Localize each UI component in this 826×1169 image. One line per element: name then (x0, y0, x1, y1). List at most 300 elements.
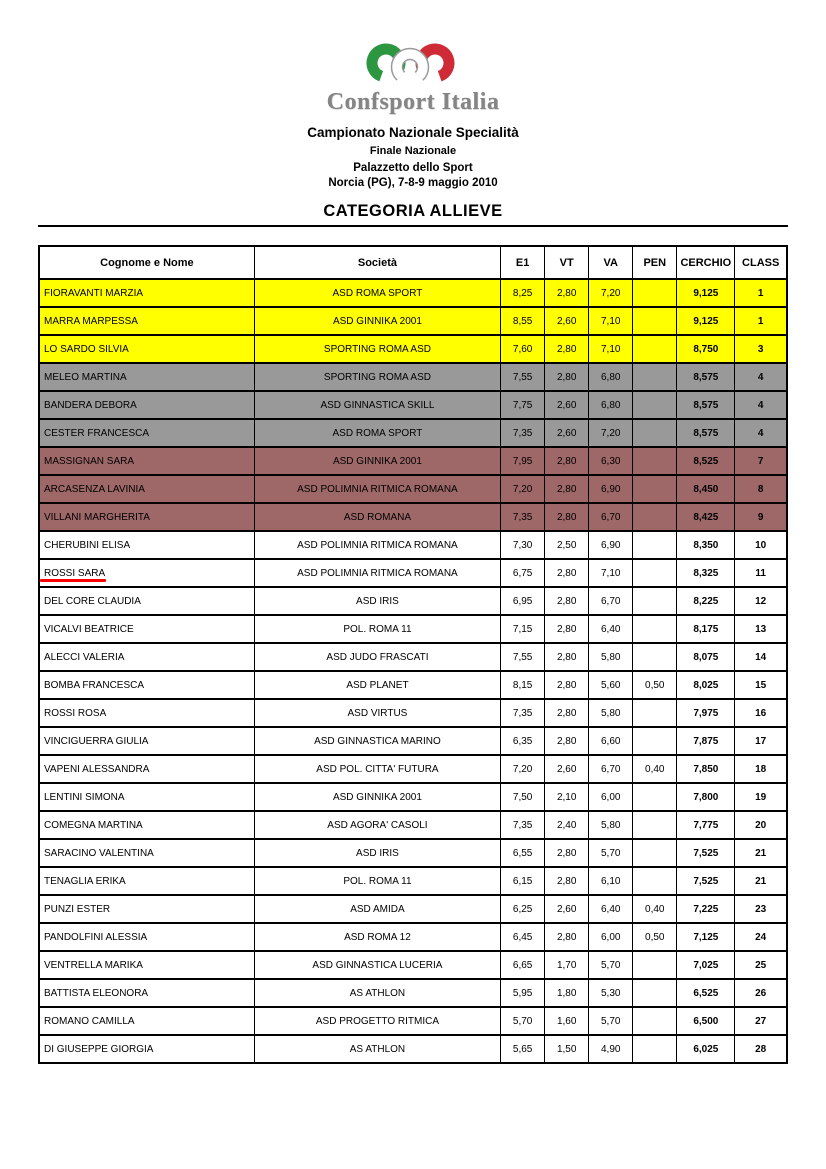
category-title-bar (38, 202, 788, 227)
athlete-name-cell (39, 811, 254, 839)
vt-cell: 2,80 (545, 447, 589, 475)
va-cell: 6,70 (589, 587, 633, 615)
athlete-name: MASSIGNAN SARA (44, 455, 135, 467)
cerchio-score-cell: 8,750 (677, 335, 735, 363)
class-rank-cell: 14 (735, 643, 787, 671)
pen-cell (633, 587, 677, 615)
table-row (39, 699, 787, 727)
vt-cell: 2,60 (545, 419, 589, 447)
va-cell: 5,60 (589, 671, 633, 699)
header-cerchio: CERCHIO (677, 246, 735, 279)
class-rank-cell: 8 (735, 475, 787, 503)
vt-cell: 2,80 (545, 503, 589, 531)
club-cell: ASD POLIMNIA RITMICA ROMANA (254, 475, 500, 503)
va-cell: 6,30 (589, 447, 633, 475)
pen-cell (633, 531, 677, 559)
athlete-name-cell (39, 363, 254, 391)
class-rank-cell: 21 (735, 839, 787, 867)
athlete-name-cell (39, 419, 254, 447)
results-table (38, 245, 788, 1064)
athlete-name-cell (39, 643, 254, 671)
pen-cell (633, 447, 677, 475)
club-cell: ASD AMIDA (254, 895, 500, 923)
vt-cell: 1,80 (545, 979, 589, 1007)
table-row (39, 783, 787, 811)
table-row (39, 363, 787, 391)
class-rank-cell: 21 (735, 867, 787, 895)
pen-cell (633, 559, 677, 587)
va-cell: 7,20 (589, 419, 633, 447)
athlete-name: SARACINO VALENTINA (44, 847, 154, 859)
cerchio-score-cell: 7,875 (677, 727, 735, 755)
club-cell: ASD ROMANA (254, 503, 500, 531)
header-cognome-e-nome: Cognome e Nome (39, 246, 254, 279)
club-cell: ASD IRIS (254, 587, 500, 615)
va-cell: 6,90 (589, 531, 633, 559)
pen-cell (633, 811, 677, 839)
va-cell: 6,00 (589, 923, 633, 951)
table-row (39, 335, 787, 363)
cerchio-score-cell: 6,025 (677, 1035, 735, 1063)
table-row (39, 531, 787, 559)
header-e1: E1 (501, 246, 545, 279)
cerchio-score-cell: 7,525 (677, 839, 735, 867)
vt-cell: 1,50 (545, 1035, 589, 1063)
club-cell: ASD PLANET (254, 671, 500, 699)
e1-cell: 5,70 (501, 1007, 545, 1035)
location-date-line: Norcia (PG), 7-8-9 maggio 2010 (328, 177, 498, 189)
athlete-name-cell (39, 783, 254, 811)
e1-cell: 7,75 (501, 391, 545, 419)
club-cell: ASD GINNIKA 2001 (254, 307, 500, 335)
athlete-name: COMEGNA MARTINA (44, 819, 143, 831)
athlete-name: BOMBA FRANCESCA (44, 679, 145, 691)
class-rank-cell: 23 (735, 895, 787, 923)
club-cell: ASD ROMA 12 (254, 923, 500, 951)
vt-cell: 2,80 (545, 643, 589, 671)
pen-cell: 0,50 (633, 923, 677, 951)
club-cell: ASD JUDO FRASCATI (254, 643, 500, 671)
table-row (39, 391, 787, 419)
vt-cell: 2,80 (545, 727, 589, 755)
athlete-name-cell (39, 391, 254, 419)
club-cell: ASD GINNIKA 2001 (254, 447, 500, 475)
athlete-name: DEL CORE CLAUDIA (44, 595, 141, 607)
pen-cell (633, 475, 677, 503)
pen-cell (633, 391, 677, 419)
va-cell: 7,10 (589, 559, 633, 587)
club-cell: ASD IRIS (254, 839, 500, 867)
table-row (39, 923, 787, 951)
cerchio-score-cell: 7,975 (677, 699, 735, 727)
athlete-name-cell (39, 867, 254, 895)
table-row (39, 503, 787, 531)
results-table-header (39, 246, 787, 279)
e1-cell: 7,95 (501, 447, 545, 475)
category-title: CATEGORIA ALLIEVE (323, 202, 503, 220)
athlete-name-cell (39, 699, 254, 727)
athlete-name: ROSSI ROSA (44, 707, 107, 719)
e1-cell: 6,45 (501, 923, 545, 951)
club-cell: POL. ROMA 11 (254, 867, 500, 895)
pen-cell (633, 867, 677, 895)
e1-cell: 6,65 (501, 951, 545, 979)
pen-cell (633, 783, 677, 811)
athlete-name: VINCIGUERRA GIULIA (44, 735, 149, 747)
va-cell: 5,30 (589, 979, 633, 1007)
e1-cell: 6,35 (501, 727, 545, 755)
athlete-name: VENTRELLA MARIKA (44, 959, 143, 971)
club-cell: SPORTING ROMA ASD (254, 363, 500, 391)
table-row (39, 1007, 787, 1035)
vt-cell: 1,60 (545, 1007, 589, 1035)
athlete-name: LENTINI SIMONA (44, 791, 125, 803)
class-rank-cell: 24 (735, 923, 787, 951)
vt-cell: 2,80 (545, 699, 589, 727)
athlete-name: MARRA MARPESSA (44, 315, 138, 327)
athlete-name: VILLANI MARGHERITA (44, 511, 150, 523)
vt-cell: 2,80 (545, 279, 589, 307)
cerchio-score-cell: 7,850 (677, 755, 735, 783)
va-cell: 4,90 (589, 1035, 633, 1063)
va-cell: 6,70 (589, 755, 633, 783)
vt-cell: 2,80 (545, 867, 589, 895)
athlete-name-cell (39, 951, 254, 979)
cerchio-score-cell: 8,350 (677, 531, 735, 559)
athlete-name: PUNZI ESTER (44, 903, 111, 915)
cerchio-score-cell: 8,525 (677, 447, 735, 475)
e1-cell: 7,20 (501, 475, 545, 503)
cerchio-score-cell: 8,450 (677, 475, 735, 503)
vt-cell: 2,40 (545, 811, 589, 839)
cerchio-score-cell: 8,575 (677, 363, 735, 391)
class-rank-cell: 4 (735, 419, 787, 447)
document-header (0, 125, 826, 189)
e1-cell: 6,15 (501, 867, 545, 895)
cerchio-score-cell: 7,025 (677, 951, 735, 979)
header-row (39, 246, 787, 279)
club-cell: ASD VIRTUS (254, 699, 500, 727)
cerchio-score-cell: 7,800 (677, 783, 735, 811)
athlete-name: BANDERA DEBORA (44, 399, 137, 411)
pen-cell (633, 503, 677, 531)
athlete-name: BATTISTA ELEONORA (44, 987, 149, 999)
table-row (39, 951, 787, 979)
table-row (39, 839, 787, 867)
cerchio-score-cell: 8,425 (677, 503, 735, 531)
cerchio-score-cell: 7,775 (677, 811, 735, 839)
athlete-name-cell (39, 531, 254, 559)
athlete-name-cell (39, 503, 254, 531)
e1-cell: 7,35 (501, 503, 545, 531)
athlete-name-cell (39, 335, 254, 363)
red-underline-annotation (40, 579, 106, 582)
athlete-name: ARCASENZA LAVINIA (44, 483, 145, 495)
e1-cell: 7,35 (501, 811, 545, 839)
championship-title: Campionato Nazionale Specialità (307, 125, 519, 140)
club-cell: ASD POLIMNIA RITMICA ROMANA (254, 531, 500, 559)
va-cell: 5,80 (589, 699, 633, 727)
vt-cell: 2,50 (545, 531, 589, 559)
club-cell: ASD ROMA SPORT (254, 279, 500, 307)
athlete-name-cell (39, 895, 254, 923)
va-cell: 6,40 (589, 895, 633, 923)
table-row (39, 979, 787, 1007)
table-row (39, 867, 787, 895)
vt-cell: 2,10 (545, 783, 589, 811)
club-cell: POL. ROMA 11 (254, 615, 500, 643)
athlete-name: ALECCI VALERIA (44, 651, 125, 663)
pen-cell (633, 615, 677, 643)
pen-cell (633, 951, 677, 979)
athlete-name: ROSSI SARA (44, 567, 106, 579)
pen-cell: 0,40 (633, 755, 677, 783)
athlete-name: TENAGLIA ERIKA (44, 875, 126, 887)
pen-cell (633, 1035, 677, 1063)
pen-cell (633, 839, 677, 867)
athlete-name-cell (39, 615, 254, 643)
e1-cell: 8,25 (501, 279, 545, 307)
table-row (39, 615, 787, 643)
cerchio-score-cell: 7,525 (677, 867, 735, 895)
va-cell: 5,70 (589, 951, 633, 979)
class-rank-cell: 28 (735, 1035, 787, 1063)
vt-cell: 2,60 (545, 755, 589, 783)
pen-cell (633, 363, 677, 391)
athlete-name-cell (39, 979, 254, 1007)
cerchio-score-cell: 9,125 (677, 307, 735, 335)
class-rank-cell: 15 (735, 671, 787, 699)
e1-cell: 7,55 (501, 363, 545, 391)
class-rank-cell: 3 (735, 335, 787, 363)
header-societa: Società (254, 246, 500, 279)
pen-cell: 0,50 (633, 671, 677, 699)
vt-cell: 2,80 (545, 559, 589, 587)
e1-cell: 6,55 (501, 839, 545, 867)
athlete-name-cell (39, 1035, 254, 1063)
athlete-name-cell (39, 755, 254, 783)
table-row (39, 447, 787, 475)
athlete-name: CESTER FRANCESCA (44, 427, 150, 439)
class-rank-cell: 11 (735, 559, 787, 587)
e1-cell: 5,95 (501, 979, 545, 1007)
pen-cell (633, 307, 677, 335)
club-cell: AS ATHLON (254, 979, 500, 1007)
va-cell: 6,40 (589, 615, 633, 643)
club-cell: ASD ROMA SPORT (254, 419, 500, 447)
table-row (39, 895, 787, 923)
class-rank-cell: 7 (735, 447, 787, 475)
class-rank-cell: 1 (735, 279, 787, 307)
club-cell: AS ATHLON (254, 1035, 500, 1063)
header-va: VA (589, 246, 633, 279)
athlete-name-cell (39, 475, 254, 503)
pen-cell (633, 335, 677, 363)
e1-cell: 6,75 (501, 559, 545, 587)
e1-cell: 7,55 (501, 643, 545, 671)
va-cell: 6,90 (589, 475, 633, 503)
va-cell: 6,00 (589, 783, 633, 811)
table-row (39, 811, 787, 839)
va-cell: 6,80 (589, 363, 633, 391)
athlete-name: ROMANO CAMILLA (44, 1015, 135, 1027)
vt-cell: 2,80 (545, 839, 589, 867)
cerchio-score-cell: 9,125 (677, 279, 735, 307)
athlete-name-cell (39, 1007, 254, 1035)
confsport-logo (0, 0, 826, 116)
athlete-name-cell (39, 559, 254, 587)
athlete-name: PANDOLFINI ALESSIA (44, 931, 148, 943)
club-cell: ASD POLIMNIA RITMICA ROMANA (254, 559, 500, 587)
table-row (39, 755, 787, 783)
athlete-name: LO SARDO SILVIA (44, 343, 129, 355)
venue-line: Palazzetto dello Sport (353, 162, 473, 174)
athlete-name-cell (39, 587, 254, 615)
vt-cell: 2,80 (545, 923, 589, 951)
athlete-name: FIORAVANTI MARZIA (44, 287, 144, 299)
athlete-name-cell (39, 279, 254, 307)
cerchio-score-cell: 8,575 (677, 419, 735, 447)
vt-cell: 2,80 (545, 475, 589, 503)
athlete-name: VAPENI ALESSANDRA (44, 763, 150, 775)
vt-cell: 2,80 (545, 335, 589, 363)
athlete-name-cell (39, 839, 254, 867)
cerchio-score-cell: 8,225 (677, 587, 735, 615)
results-table-body (39, 279, 787, 1063)
athlete-name-cell (39, 307, 254, 335)
class-rank-cell: 4 (735, 363, 787, 391)
pen-cell (633, 279, 677, 307)
athlete-name-cell (39, 923, 254, 951)
class-rank-cell: 13 (735, 615, 787, 643)
athlete-name: MELEO MARTINA (44, 371, 127, 383)
class-rank-cell: 10 (735, 531, 787, 559)
table-row (39, 643, 787, 671)
vt-cell: 2,80 (545, 587, 589, 615)
athlete-name: VICALVI BEATRICE (44, 623, 134, 635)
vt-cell: 2,60 (545, 895, 589, 923)
class-rank-cell: 17 (735, 727, 787, 755)
va-cell: 6,60 (589, 727, 633, 755)
va-cell: 6,70 (589, 503, 633, 531)
class-rank-cell: 12 (735, 587, 787, 615)
class-rank-cell: 25 (735, 951, 787, 979)
class-rank-cell: 20 (735, 811, 787, 839)
club-cell: ASD PROGETTO RITMICA (254, 1007, 500, 1035)
table-row (39, 727, 787, 755)
pen-cell (633, 727, 677, 755)
e1-cell: 7,35 (501, 419, 545, 447)
e1-cell: 8,55 (501, 307, 545, 335)
class-rank-cell: 16 (735, 699, 787, 727)
confsport-logo-icon (338, 38, 488, 90)
table-row (39, 475, 787, 503)
club-cell: ASD GINNIKA 2001 (254, 783, 500, 811)
vt-cell: 2,80 (545, 363, 589, 391)
table-row (39, 1035, 787, 1063)
table-row (39, 671, 787, 699)
club-cell: ASD GINNASTICA SKILL (254, 391, 500, 419)
cerchio-score-cell: 6,500 (677, 1007, 735, 1035)
table-row (39, 307, 787, 335)
cerchio-score-cell: 8,025 (677, 671, 735, 699)
cerchio-score-cell: 8,325 (677, 559, 735, 587)
pen-cell (633, 699, 677, 727)
athlete-name: CHERUBINI ELISA (44, 539, 131, 551)
table-row (39, 279, 787, 307)
class-rank-cell: 9 (735, 503, 787, 531)
va-cell: 5,70 (589, 1007, 633, 1035)
club-cell: ASD POL. CITTA' FUTURA (254, 755, 500, 783)
cerchio-score-cell: 8,575 (677, 391, 735, 419)
class-rank-cell: 27 (735, 1007, 787, 1035)
va-cell: 6,80 (589, 391, 633, 419)
class-rank-cell: 26 (735, 979, 787, 1007)
e1-cell: 7,20 (501, 755, 545, 783)
cerchio-score-cell: 6,525 (677, 979, 735, 1007)
class-rank-cell: 19 (735, 783, 787, 811)
cerchio-score-cell: 7,225 (677, 895, 735, 923)
cerchio-score-cell: 8,075 (677, 643, 735, 671)
pen-cell (633, 643, 677, 671)
club-cell: ASD GINNASTICA MARINO (254, 727, 500, 755)
e1-cell: 7,15 (501, 615, 545, 643)
club-cell: ASD AGORA' CASOLI (254, 811, 500, 839)
class-rank-cell: 18 (735, 755, 787, 783)
vt-cell: 2,60 (545, 391, 589, 419)
e1-cell: 8,15 (501, 671, 545, 699)
pen-cell: 0,40 (633, 895, 677, 923)
e1-cell: 7,30 (501, 531, 545, 559)
athlete-name: DI GIUSEPPE GIORGIA (44, 1043, 154, 1055)
header-class: CLASS (735, 246, 787, 279)
e1-cell: 7,50 (501, 783, 545, 811)
e1-cell: 6,95 (501, 587, 545, 615)
va-cell: 5,80 (589, 643, 633, 671)
pen-cell (633, 419, 677, 447)
athlete-name-cell (39, 671, 254, 699)
athlete-name-cell (39, 447, 254, 475)
final-subtitle: Finale Nazionale (369, 145, 457, 157)
class-rank-cell: 1 (735, 307, 787, 335)
table-row (39, 419, 787, 447)
va-cell: 7,10 (589, 307, 633, 335)
vt-cell: 2,80 (545, 615, 589, 643)
vt-cell: 2,60 (545, 307, 589, 335)
header-vt: VT (545, 246, 589, 279)
class-rank-cell: 4 (735, 391, 787, 419)
e1-cell: 7,35 (501, 699, 545, 727)
va-cell: 5,70 (589, 839, 633, 867)
e1-cell: 7,60 (501, 335, 545, 363)
athlete-name-cell (39, 727, 254, 755)
vt-cell: 1,70 (545, 951, 589, 979)
pen-cell (633, 979, 677, 1007)
club-cell: ASD GINNASTICA LUCERIA (254, 951, 500, 979)
cerchio-score-cell: 8,175 (677, 615, 735, 643)
va-cell: 6,10 (589, 867, 633, 895)
va-cell: 7,20 (589, 279, 633, 307)
e1-cell: 6,25 (501, 895, 545, 923)
va-cell: 7,10 (589, 335, 633, 363)
header-pen: PEN (633, 246, 677, 279)
table-row (39, 559, 787, 587)
confsport-logo-text: Confsport Italia (326, 89, 500, 115)
pen-cell (633, 1007, 677, 1035)
vt-cell: 2,80 (545, 671, 589, 699)
table-row (39, 587, 787, 615)
va-cell: 5,80 (589, 811, 633, 839)
